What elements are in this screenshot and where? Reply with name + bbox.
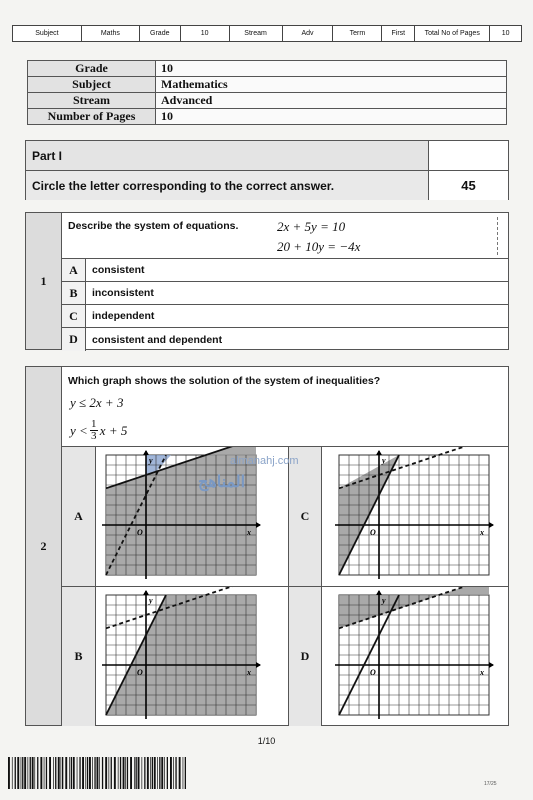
- barcode-bar: [120, 757, 121, 789]
- question-stem: [62, 367, 508, 447]
- barcode-bar: [138, 757, 140, 789]
- option-text: consistent: [92, 264, 145, 276]
- part-title: Part I: [26, 141, 429, 170]
- header-pages-label: Total No of Pages: [415, 26, 490, 41]
- barcode-bar: [144, 757, 145, 789]
- option-text: independent: [92, 310, 155, 322]
- inequality-2-right: x + 5: [99, 422, 128, 438]
- header-subject-label: Subject: [13, 26, 82, 41]
- exam-info-table: [27, 60, 507, 125]
- option-c[interactable]: [62, 305, 508, 328]
- barcode-bar: [87, 757, 88, 789]
- header-term-value: First: [382, 26, 415, 41]
- barcode-bar: [142, 757, 143, 789]
- header-strip: [12, 25, 522, 42]
- barcode-bar: [15, 757, 16, 789]
- barcode-bar: [157, 757, 158, 789]
- watermark-arabic: المناهج: [198, 474, 246, 491]
- barcode-bar: [28, 757, 29, 789]
- y-axis-arrow: [376, 590, 382, 595]
- barcode-bar: [161, 757, 163, 789]
- barcode-bar: [12, 757, 13, 789]
- info-key-pages: Number of Pages: [28, 109, 156, 125]
- question-number: 2: [26, 367, 62, 725]
- barcode-bar: [167, 757, 168, 789]
- barcode-bar: [58, 757, 60, 789]
- question-text: Which graph shows the solution of the system of inequalities?: [68, 375, 381, 387]
- barcode-bar: [175, 757, 176, 789]
- footer-code: 17/25: [484, 781, 497, 787]
- graph-c-svg: [323, 447, 510, 587]
- graph-b-svg: [96, 587, 288, 726]
- origin-label: O: [370, 528, 376, 537]
- x-axis-label: x: [480, 528, 484, 537]
- barcode-bar: [136, 757, 137, 789]
- barcode-bar: [61, 757, 62, 789]
- graph-option-b-letter[interactable]: B: [62, 587, 96, 726]
- x-axis-arrow: [256, 522, 261, 528]
- origin-label: O: [137, 528, 143, 537]
- barcode-bar: [53, 757, 54, 789]
- question-1: [25, 212, 509, 350]
- x-axis-label: x: [247, 668, 251, 677]
- page-number: 1/10: [257, 736, 276, 746]
- barcode-bar: [114, 757, 116, 789]
- barcode-bar: [40, 757, 42, 789]
- header-term-label: Term: [333, 26, 382, 41]
- x-axis-label: x: [247, 528, 251, 537]
- graph-a-svg: [96, 447, 288, 587]
- x-axis-arrow: [256, 662, 261, 668]
- barcode-bar: [92, 757, 93, 789]
- barcode-bar: [125, 757, 126, 789]
- origin-label: O: [370, 668, 376, 677]
- y-axis-arrow: [143, 590, 149, 595]
- barcode-bar: [154, 757, 156, 789]
- inequality-2-left: y <: [70, 422, 88, 438]
- info-key-stream: Stream: [28, 93, 156, 109]
- header-subject-value: Maths: [82, 26, 140, 41]
- part-score: 45: [429, 171, 508, 200]
- barcode-bar: [79, 757, 80, 789]
- barcode-bar: [24, 757, 26, 789]
- barcode-bar: [22, 757, 23, 789]
- barcode-bar: [164, 757, 165, 789]
- x-axis-arrow: [489, 662, 494, 668]
- barcode-bar: [62, 757, 63, 789]
- info-value-grade: 10: [156, 61, 507, 77]
- y-axis-label: y: [382, 456, 386, 465]
- option-text: consistent and dependent: [92, 333, 223, 346]
- barcode-bar: [73, 757, 75, 789]
- barcode-bar: [127, 757, 128, 789]
- x-axis-arrow: [489, 522, 494, 528]
- barcode-bar: [65, 757, 67, 789]
- graph-option-a-letter[interactable]: A: [62, 447, 96, 586]
- y-axis-label: y: [149, 456, 153, 465]
- barcode-bar: [173, 757, 174, 789]
- part-header: [25, 140, 509, 200]
- barcode-bar: [159, 757, 160, 789]
- question-number: 1: [26, 213, 62, 349]
- info-key-grade: Grade: [28, 61, 156, 77]
- origin-label: O: [137, 668, 143, 677]
- barcode-bar: [130, 757, 132, 789]
- barcode-bar: [185, 757, 186, 789]
- question-text: Describe the system of equations.: [68, 220, 239, 232]
- barcode-bar: [32, 757, 34, 789]
- option-text: inconsistent: [92, 287, 154, 299]
- y-axis-arrow: [376, 450, 382, 455]
- barcode-bar: [102, 757, 103, 789]
- barcode-bar: [49, 757, 51, 789]
- watermark-site: almanahj.com: [230, 455, 299, 467]
- barcode-bar: [89, 757, 91, 789]
- barcode-bar: [8, 757, 10, 789]
- graph-option-c[interactable]: [323, 447, 510, 586]
- graph-d-svg: [323, 587, 510, 726]
- fraction-denominator: 3: [91, 430, 97, 442]
- barcode-bar: [147, 757, 149, 789]
- equation-1: 2x + 5y = 10: [277, 219, 346, 234]
- y-axis-label: y: [149, 596, 153, 605]
- barcode-bar: [30, 757, 31, 789]
- header-stream-value: Adv: [283, 26, 334, 41]
- y-axis-arrow: [143, 450, 149, 455]
- barcode-bar: [44, 757, 45, 789]
- barcode-bar: [97, 757, 99, 789]
- info-value-pages: 10: [156, 109, 507, 125]
- barcode-bar: [134, 757, 135, 789]
- barcode-bar: [21, 757, 22, 789]
- header-stream-label: Stream: [230, 26, 283, 41]
- barcode-bar: [71, 757, 72, 789]
- barcode-bar: [85, 757, 86, 789]
- barcode-bar: [46, 757, 47, 789]
- question-stem: [62, 213, 508, 259]
- barcode-bar: [152, 757, 153, 789]
- info-key-subject: Subject: [28, 77, 156, 93]
- question-2: [25, 366, 509, 726]
- option-d[interactable]: [62, 328, 508, 351]
- graph-option-d[interactable]: [323, 587, 510, 726]
- option-b[interactable]: [62, 282, 508, 305]
- graph-option-c-letter[interactable]: C: [288, 447, 322, 586]
- barcode-bar: [82, 757, 84, 789]
- barcode-bar: [123, 757, 125, 789]
- part-instruction: Circle the letter corresponding to the correct answer.: [26, 171, 429, 200]
- barcode-bar: [118, 757, 119, 789]
- inequality-1: y ≤ 2x + 3: [70, 395, 124, 410]
- fraction-numerator: 1: [91, 418, 97, 430]
- part-title-blank: [429, 141, 508, 170]
- barcode: [8, 757, 188, 789]
- barcode-bar: [179, 757, 181, 789]
- graph-option-a[interactable]: [96, 447, 288, 586]
- fraction: [90, 419, 98, 442]
- option-letter[interactable]: C: [62, 305, 86, 327]
- barcode-bar: [37, 757, 38, 789]
- option-letter[interactable]: D: [62, 328, 86, 351]
- barcode-bar: [170, 757, 172, 789]
- barcode-bar: [111, 757, 112, 789]
- barcode-bar: [150, 757, 151, 789]
- dashed-divider: [497, 217, 498, 255]
- equation-2: 20 + 10y = −4x: [277, 239, 361, 254]
- y-axis-label: y: [382, 596, 386, 605]
- graph-option-b[interactable]: [96, 587, 288, 726]
- barcode-bar: [34, 757, 35, 789]
- barcode-bar: [69, 757, 70, 789]
- info-value-stream: Advanced: [156, 93, 507, 109]
- barcode-bar: [105, 757, 107, 789]
- option-letter[interactable]: A: [62, 259, 86, 281]
- inequality-2: [70, 419, 127, 442]
- header-grade-value: 10: [181, 26, 230, 41]
- barcode-bar: [99, 757, 100, 789]
- barcode-bar: [109, 757, 110, 789]
- option-letter[interactable]: B: [62, 282, 86, 304]
- barcode-bar: [17, 757, 19, 789]
- barcode-bar: [183, 757, 184, 789]
- barcode-bar: [77, 757, 78, 789]
- x-axis-label: x: [480, 668, 484, 677]
- option-a[interactable]: [62, 259, 508, 282]
- info-value-subject: Mathematics: [156, 77, 507, 93]
- header-grade-label: Grade: [140, 26, 181, 41]
- graph-option-d-letter[interactable]: D: [288, 587, 322, 726]
- header-pages-value: 10: [501, 30, 510, 37]
- barcode-bar: [55, 757, 56, 789]
- barcode-bar: [94, 757, 95, 789]
